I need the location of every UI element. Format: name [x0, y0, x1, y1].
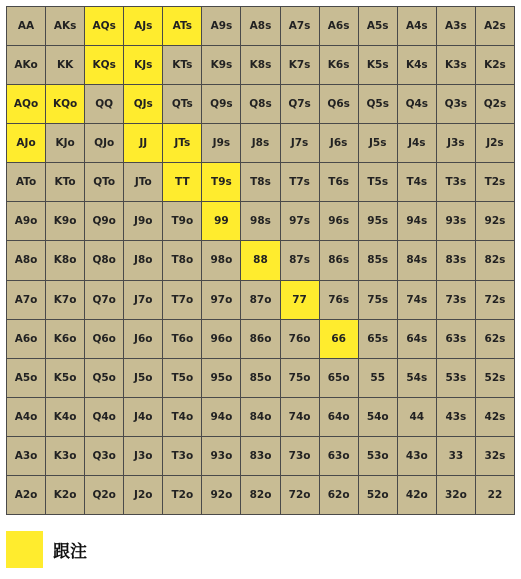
hand-cell-32o[interactable]: 32o: [437, 476, 476, 515]
hand-cell-J5s[interactable]: J5s: [359, 124, 398, 163]
hand-cell-54s[interactable]: 54s: [398, 359, 437, 398]
hand-cell-Q5s[interactable]: Q5s: [359, 85, 398, 124]
hand-cell-75o[interactable]: 75o: [281, 359, 320, 398]
hand-cell-Q9s[interactable]: Q9s: [202, 85, 241, 124]
hand-cell-J3o[interactable]: J3o: [124, 437, 163, 476]
hand-cell-93s[interactable]: 93s: [437, 202, 476, 241]
hand-cell-72s[interactable]: 72s: [476, 281, 515, 320]
hand-cell-Q8s[interactable]: Q8s: [241, 85, 280, 124]
hand-cell-74o[interactable]: 74o: [281, 398, 320, 437]
hand-cell-T9o[interactable]: T9o: [163, 202, 202, 241]
hand-cell-K2o[interactable]: K2o: [46, 476, 85, 515]
hand-cell-86o[interactable]: 86o: [241, 320, 280, 359]
hand-cell-92o[interactable]: 92o: [202, 476, 241, 515]
hand-cell-K7s[interactable]: K7s: [281, 46, 320, 85]
hand-cell-74s[interactable]: 74s: [398, 281, 437, 320]
hand-cell-T3o[interactable]: T3o: [163, 437, 202, 476]
hand-cell-TT[interactable]: TT: [163, 163, 202, 202]
hand-cell-Q2s[interactable]: Q2s: [476, 85, 515, 124]
hand-cell-76o[interactable]: 76o: [281, 320, 320, 359]
hand-cell-94o[interactable]: 94o: [202, 398, 241, 437]
legend-swatch-call: [6, 531, 43, 568]
hand-cell-QQ[interactable]: QQ: [85, 85, 124, 124]
hand-cell-A9o[interactable]: A9o: [7, 202, 46, 241]
hand-cell-85o[interactable]: 85o: [241, 359, 280, 398]
hand-cell-K6o[interactable]: K6o: [46, 320, 85, 359]
hand-cell-55[interactable]: 55: [359, 359, 398, 398]
hand-cell-QTo[interactable]: QTo: [85, 163, 124, 202]
hand-cell-Q3o[interactable]: Q3o: [85, 437, 124, 476]
hand-cell-87s[interactable]: 87s: [281, 241, 320, 280]
hand-cell-Q7s[interactable]: Q7s: [281, 85, 320, 124]
hand-cell-J6s[interactable]: J6s: [320, 124, 359, 163]
hand-cell-65o[interactable]: 65o: [320, 359, 359, 398]
hand-cell-J8s[interactable]: J8s: [241, 124, 280, 163]
hand-cell-K4o[interactable]: K4o: [46, 398, 85, 437]
hand-cell-KTo[interactable]: KTo: [46, 163, 85, 202]
hand-cell-KK[interactable]: KK: [46, 46, 85, 85]
hand-cell-T4s[interactable]: T4s: [398, 163, 437, 202]
hand-cell-KQs[interactable]: KQs: [85, 46, 124, 85]
hand-cell-64s[interactable]: 64s: [398, 320, 437, 359]
hand-cell-J8o[interactable]: J8o: [124, 241, 163, 280]
hand-cell-QJs[interactable]: QJs: [124, 85, 163, 124]
hand-cell-J9o[interactable]: J9o: [124, 202, 163, 241]
hand-cell-95s[interactable]: 95s: [359, 202, 398, 241]
hand-cell-53s[interactable]: 53s: [437, 359, 476, 398]
hand-cell-T6o[interactable]: T6o: [163, 320, 202, 359]
hand-cell-J9s[interactable]: J9s: [202, 124, 241, 163]
hand-cell-63s[interactable]: 63s: [437, 320, 476, 359]
hand-cell-AKs[interactable]: AKs: [46, 7, 85, 46]
hand-cell-54o[interactable]: 54o: [359, 398, 398, 437]
hand-cell-86s[interactable]: 86s: [320, 241, 359, 280]
hand-cell-T9s[interactable]: T9s: [202, 163, 241, 202]
hand-cell-KTs[interactable]: KTs: [163, 46, 202, 85]
hand-cell-A8o[interactable]: A8o: [7, 241, 46, 280]
hand-cell-85s[interactable]: 85s: [359, 241, 398, 280]
hand-cell-T8o[interactable]: T8o: [163, 241, 202, 280]
hand-cell-Q5o[interactable]: Q5o: [85, 359, 124, 398]
hand-cell-A6s[interactable]: A6s: [320, 7, 359, 46]
hand-cell-QJo[interactable]: QJo: [85, 124, 124, 163]
hand-cell-Q8o[interactable]: Q8o: [85, 241, 124, 280]
hand-cell-64o[interactable]: 64o: [320, 398, 359, 437]
hand-cell-ATo[interactable]: ATo: [7, 163, 46, 202]
hand-cell-Q6o[interactable]: Q6o: [85, 320, 124, 359]
hand-cell-T7o[interactable]: T7o: [163, 281, 202, 320]
hand-cell-K9o[interactable]: K9o: [46, 202, 85, 241]
hand-cell-93o[interactable]: 93o: [202, 437, 241, 476]
hand-cell-63o[interactable]: 63o: [320, 437, 359, 476]
hand-cell-AJo[interactable]: AJo: [7, 124, 46, 163]
hand-cell-K2s[interactable]: K2s: [476, 46, 515, 85]
hand-cell-K5s[interactable]: K5s: [359, 46, 398, 85]
hand-cell-Q3s[interactable]: Q3s: [437, 85, 476, 124]
hand-cell-KJs[interactable]: KJs: [124, 46, 163, 85]
hand-cell-T2o[interactable]: T2o: [163, 476, 202, 515]
hand-cell-A6o[interactable]: A6o: [7, 320, 46, 359]
hand-cell-ATs[interactable]: ATs: [163, 7, 202, 46]
hand-cell-A9s[interactable]: A9s: [202, 7, 241, 46]
hand-cell-Q2o[interactable]: Q2o: [85, 476, 124, 515]
hand-cell-A5o[interactable]: A5o: [7, 359, 46, 398]
hand-cell-44[interactable]: 44: [398, 398, 437, 437]
hand-cell-A3s[interactable]: A3s: [437, 7, 476, 46]
hand-range-grid: [6, 6, 515, 515]
hand-cell-T5s[interactable]: T5s: [359, 163, 398, 202]
hand-cell-J7s[interactable]: J7s: [281, 124, 320, 163]
hand-cell-42s[interactable]: 42s: [476, 398, 515, 437]
hand-cell-77[interactable]: 77: [281, 281, 320, 320]
hand-cell-J4s[interactable]: J4s: [398, 124, 437, 163]
hand-cell-J7o[interactable]: J7o: [124, 281, 163, 320]
hand-cell-J3s[interactable]: J3s: [437, 124, 476, 163]
hand-cell-JTo[interactable]: JTo: [124, 163, 163, 202]
hand-cell-JTs[interactable]: JTs: [163, 124, 202, 163]
hand-cell-T3s[interactable]: T3s: [437, 163, 476, 202]
hand-cell-J6o[interactable]: J6o: [124, 320, 163, 359]
hand-cell-A2s[interactable]: A2s: [476, 7, 515, 46]
hand-cell-KJo[interactable]: KJo: [46, 124, 85, 163]
hand-cell-83o[interactable]: 83o: [241, 437, 280, 476]
hand-cell-A7s[interactable]: A7s: [281, 7, 320, 46]
hand-cell-73s[interactable]: 73s: [437, 281, 476, 320]
hand-cell-J2o[interactable]: J2o: [124, 476, 163, 515]
hand-cell-43o[interactable]: 43o: [398, 437, 437, 476]
hand-cell-KQo[interactable]: KQo: [46, 85, 85, 124]
hand-cell-97o[interactable]: 97o: [202, 281, 241, 320]
hand-cell-K3o[interactable]: K3o: [46, 437, 85, 476]
hand-cell-A3o[interactable]: A3o: [7, 437, 46, 476]
hand-cell-JJ[interactable]: JJ: [124, 124, 163, 163]
hand-cell-22[interactable]: 22: [476, 476, 515, 515]
hand-cell-96o[interactable]: 96o: [202, 320, 241, 359]
hand-cell-T2s[interactable]: T2s: [476, 163, 515, 202]
hand-cell-53o[interactable]: 53o: [359, 437, 398, 476]
hand-cell-84o[interactable]: 84o: [241, 398, 280, 437]
hand-cell-QTs[interactable]: QTs: [163, 85, 202, 124]
hand-cell-32s[interactable]: 32s: [476, 437, 515, 476]
hand-cell-A4o[interactable]: A4o: [7, 398, 46, 437]
hand-cell-AQs[interactable]: AQs: [85, 7, 124, 46]
hand-cell-94s[interactable]: 94s: [398, 202, 437, 241]
hand-cell-43s[interactable]: 43s: [437, 398, 476, 437]
hand-cell-A7o[interactable]: A7o: [7, 281, 46, 320]
hand-cell-J4o[interactable]: J4o: [124, 398, 163, 437]
hand-cell-A4s[interactable]: A4s: [398, 7, 437, 46]
hand-cell-62o[interactable]: 62o: [320, 476, 359, 515]
hand-cell-K7o[interactable]: K7o: [46, 281, 85, 320]
hand-cell-K9s[interactable]: K9s: [202, 46, 241, 85]
hand-cell-88[interactable]: 88: [241, 241, 280, 280]
hand-cell-62s[interactable]: 62s: [476, 320, 515, 359]
hand-cell-42o[interactable]: 42o: [398, 476, 437, 515]
hand-cell-82s[interactable]: 82s: [476, 241, 515, 280]
hand-cell-T4o[interactable]: T4o: [163, 398, 202, 437]
hand-cell-J5o[interactable]: J5o: [124, 359, 163, 398]
hand-cell-K5o[interactable]: K5o: [46, 359, 85, 398]
hand-cell-K4s[interactable]: K4s: [398, 46, 437, 85]
hand-cell-AJs[interactable]: AJs: [124, 7, 163, 46]
hand-cell-97s[interactable]: 97s: [281, 202, 320, 241]
hand-cell-98s[interactable]: 98s: [241, 202, 280, 241]
hand-cell-75s[interactable]: 75s: [359, 281, 398, 320]
hand-cell-95o[interactable]: 95o: [202, 359, 241, 398]
hand-cell-A5s[interactable]: A5s: [359, 7, 398, 46]
hand-cell-T7s[interactable]: T7s: [281, 163, 320, 202]
hand-cell-AQo[interactable]: AQo: [7, 85, 46, 124]
hand-cell-87o[interactable]: 87o: [241, 281, 280, 320]
hand-cell-92s[interactable]: 92s: [476, 202, 515, 241]
hand-cell-33[interactable]: 33: [437, 437, 476, 476]
hand-cell-AKo[interactable]: AKo: [7, 46, 46, 85]
hand-cell-K3s[interactable]: K3s: [437, 46, 476, 85]
hand-cell-T8s[interactable]: T8s: [241, 163, 280, 202]
hand-cell-82o[interactable]: 82o: [241, 476, 280, 515]
hand-cell-AA[interactable]: AA: [7, 7, 46, 46]
hand-cell-84s[interactable]: 84s: [398, 241, 437, 280]
hand-cell-76s[interactable]: 76s: [320, 281, 359, 320]
hand-cell-52s[interactable]: 52s: [476, 359, 515, 398]
hand-cell-Q9o[interactable]: Q9o: [85, 202, 124, 241]
hand-cell-66[interactable]: 66: [320, 320, 359, 359]
hand-cell-96s[interactable]: 96s: [320, 202, 359, 241]
hand-cell-K8o[interactable]: K8o: [46, 241, 85, 280]
hand-cell-A2o[interactable]: A2o: [7, 476, 46, 515]
hand-cell-72o[interactable]: 72o: [281, 476, 320, 515]
hand-cell-K6s[interactable]: K6s: [320, 46, 359, 85]
hand-cell-Q6s[interactable]: Q6s: [320, 85, 359, 124]
hand-cell-98o[interactable]: 98o: [202, 241, 241, 280]
hand-cell-83s[interactable]: 83s: [437, 241, 476, 280]
hand-cell-T6s[interactable]: T6s: [320, 163, 359, 202]
hand-cell-Q7o[interactable]: Q7o: [85, 281, 124, 320]
legend-label-call: 跟注: [53, 541, 87, 562]
hand-cell-K8s[interactable]: K8s: [241, 46, 280, 85]
hand-cell-T5o[interactable]: T5o: [163, 359, 202, 398]
hand-cell-A8s[interactable]: A8s: [241, 7, 280, 46]
hand-cell-99[interactable]: 99: [202, 202, 241, 241]
legend: [6, 529, 87, 569]
hand-cell-J2s[interactable]: J2s: [476, 124, 515, 163]
hand-cell-Q4s[interactable]: Q4s: [398, 85, 437, 124]
hand-cell-Q4o[interactable]: Q4o: [85, 398, 124, 437]
hand-cell-73o[interactable]: 73o: [281, 437, 320, 476]
hand-cell-52o[interactable]: 52o: [359, 476, 398, 515]
hand-cell-65s[interactable]: 65s: [359, 320, 398, 359]
